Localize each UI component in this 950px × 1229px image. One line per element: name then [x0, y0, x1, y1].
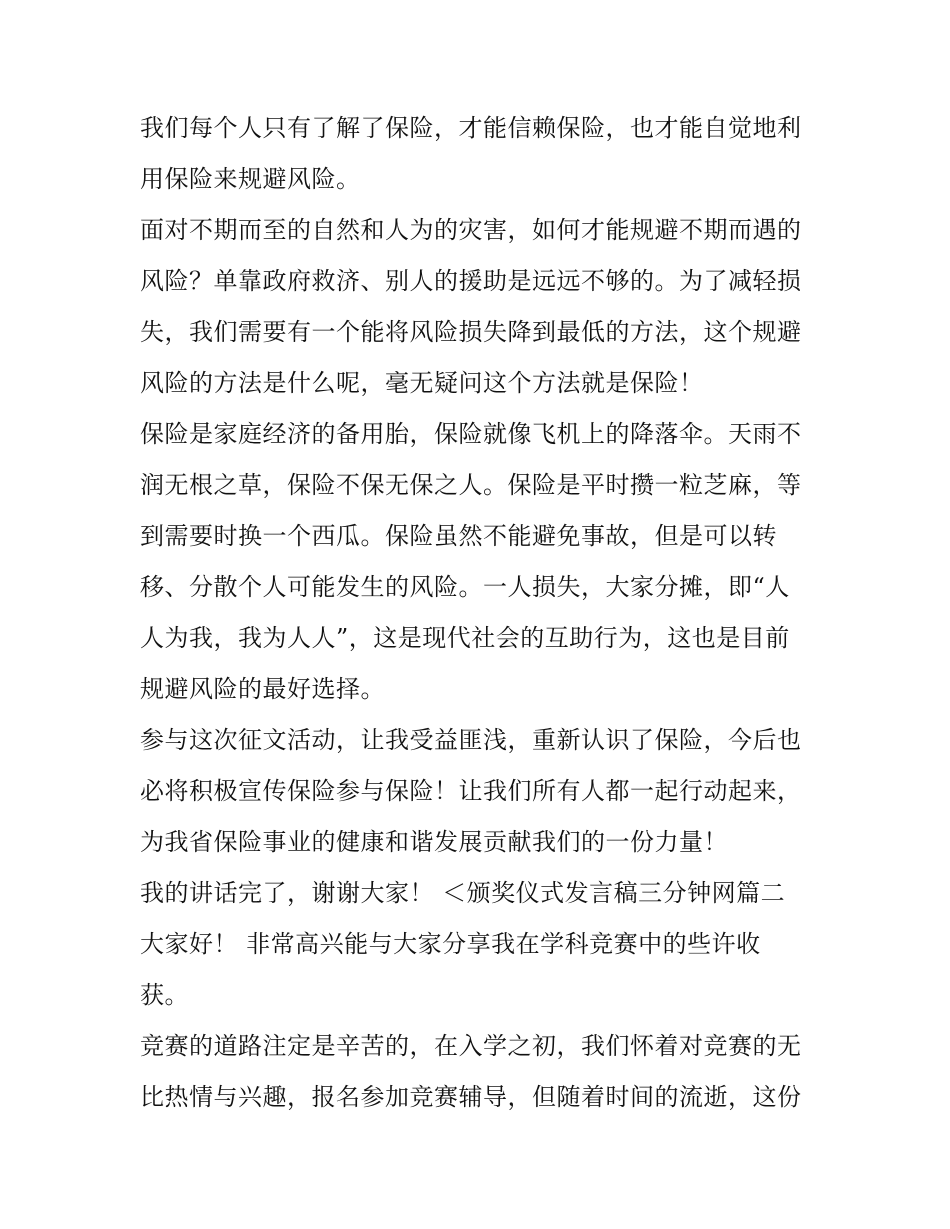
text-line: 比热情与兴趣，报名参加竞赛辅导，但随着时间的流逝，这份 [140, 1083, 802, 1111]
text-line: 保险是家庭经济的备用胎，保险就像飞机上的降落伞。天雨不 [140, 420, 802, 448]
text-line: 风险的方法是什么呢，毫无疑问这个方法就是保险！ [140, 369, 704, 397]
text-line: 规避风险的最好选择。 [140, 675, 385, 703]
text-line: 风险？单靠政府救济、别人的援助是远远不够的。为了减轻损 [140, 267, 802, 295]
text-line: 获。 [140, 981, 189, 1009]
text-line: 我的讲话完了，谢谢大家！ ＜颁奖仪式发言稿三分钟网篇二 [140, 879, 786, 907]
text-line: 参与这次征文活动，让我受益匪浅，重新认识了保险，今后也 [140, 726, 802, 754]
text-line: 为我省保险事业的健康和谐发展贡献我们的一份力量！ [140, 828, 728, 856]
text-line: 大家好！ 非常高兴能与大家分享我在学科竞赛中的些许收 [140, 930, 761, 958]
text-line: 失，我们需要有一个能将风险损失降到最低的方法，这个规避 [140, 318, 802, 346]
text-line: 面对不期而至的自然和人为的灾害，如何才能规避不期而遇的 [140, 216, 802, 244]
text-line: 到需要时换一个西瓜。保险虽然不能避免事故，但是可以转 [140, 522, 777, 550]
text-line: 用保险来规避风险。 [140, 165, 361, 193]
text-line: 人为我，我为人人”，这是现代社会的互助行为，这也是目前 [140, 624, 790, 652]
text-line: 我们每个人只有了解了保险，才能信赖保险，也才能自觉地利 [140, 114, 802, 142]
text-line: 润无根之草，保险不保无保之人。保险是平时攒一粒芝麻，等 [140, 471, 802, 499]
text-line: 竞赛的道路注定是辛苦的，在入学之初，我们怀着对竞赛的无 [140, 1032, 802, 1060]
text-line: 移、分散个人可能发生的风险。一人损失，大家分摊，即“人 [140, 573, 790, 601]
text-line: 必将积极宣传保险参与保险！让我们所有人都一起行动起来， [140, 777, 802, 805]
